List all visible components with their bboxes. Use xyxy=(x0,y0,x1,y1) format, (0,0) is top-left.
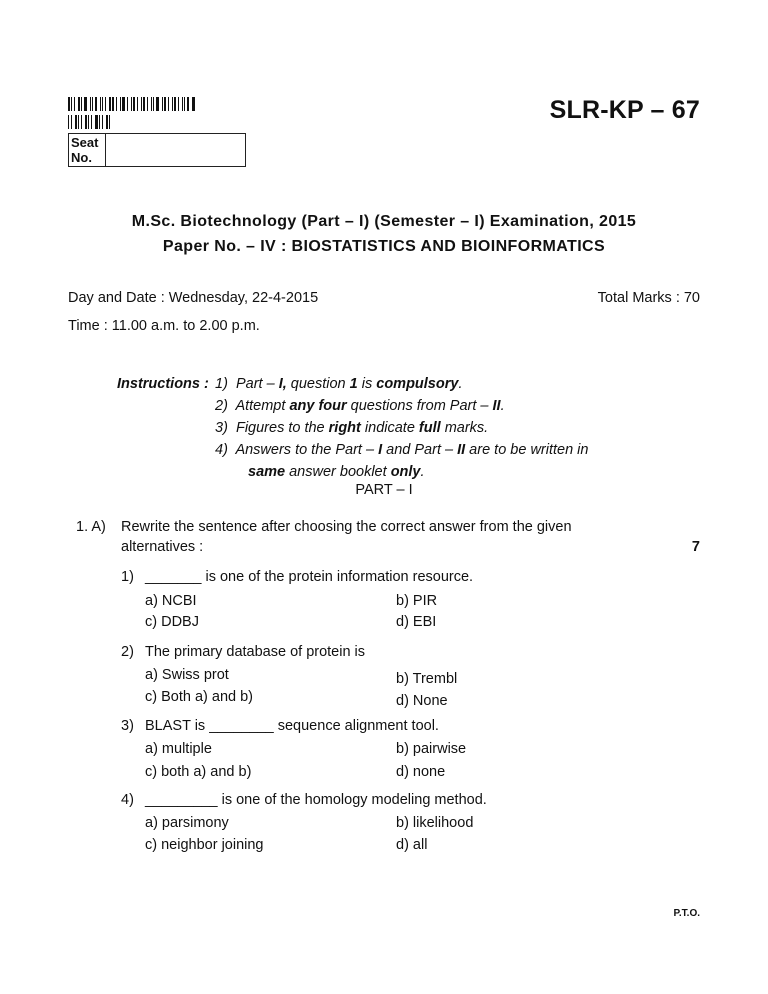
barcode-bar xyxy=(141,97,142,111)
barcode xyxy=(68,97,196,111)
barcode-bar xyxy=(78,97,80,111)
barcode-bar xyxy=(164,97,166,111)
barcode-bar xyxy=(127,97,128,111)
mcq-number: 4) xyxy=(121,792,134,808)
question-text-line1: Rewrite the sentence after choosing the correct answer from the given xyxy=(121,519,572,535)
barcode-bar xyxy=(68,115,69,129)
barcode-bar xyxy=(133,97,135,111)
barcode-bar xyxy=(106,115,108,129)
barcode-bar xyxy=(92,97,93,111)
exam-title: M.Sc. Biotechnology (Part – I) (Semester – I) Examination, 2015 xyxy=(131,213,637,230)
mcq-option-b: b) likelihood xyxy=(396,815,474,831)
barcode-bar xyxy=(78,115,79,129)
mcq-number: 2) xyxy=(121,644,134,660)
mcq-number: 1) xyxy=(121,569,134,585)
mcq-option-a: a) parsimony xyxy=(145,815,229,831)
barcode-bar xyxy=(105,97,106,111)
mcq-option-d: d) None xyxy=(396,693,448,709)
paper-title: Paper No. – IV : BIOSTATISTICS AND BIOINFORMATICS xyxy=(162,238,606,255)
seat-label-line1: Seat xyxy=(71,135,99,150)
mcq-stem: _______ is one of the protein information resource. xyxy=(145,569,474,585)
seat-number-field xyxy=(106,134,245,166)
question-number: 1. A) xyxy=(76,519,106,535)
seat-label xyxy=(69,134,106,166)
mcq-option-c: c) both a) and b) xyxy=(145,764,252,780)
barcode-bar xyxy=(84,97,87,111)
mcq-option-c: c) Both a) and b) xyxy=(145,689,253,705)
barcode-bar xyxy=(88,115,89,129)
barcode-bar xyxy=(182,97,183,111)
barcode-bar xyxy=(100,97,101,111)
mcq-option-d: d) EBI xyxy=(396,614,437,630)
instruction-2: 2) Attempt any four questions from Part – II. xyxy=(215,398,505,414)
barcode-bar xyxy=(90,97,91,111)
mcq-option-c: c) neighbor joining xyxy=(145,837,264,853)
barcode-bar xyxy=(137,97,138,111)
question-marks: 7 xyxy=(691,539,700,555)
instructions-label: Instructions : xyxy=(117,376,209,392)
barcode-bar xyxy=(68,97,70,111)
mcq-option-c: c) DDBJ xyxy=(145,614,199,630)
barcode-bar xyxy=(102,115,103,129)
barcode-bar xyxy=(71,97,72,111)
barcode-bar xyxy=(187,97,189,111)
barcode-bar xyxy=(147,97,148,111)
barcode-bar xyxy=(192,97,195,111)
barcode-bar xyxy=(131,97,132,111)
barcode-bar xyxy=(184,97,185,111)
instruction-4-continued: same answer booklet only. xyxy=(248,464,425,480)
barcode-bar xyxy=(74,97,75,111)
seat-number-box xyxy=(68,133,246,167)
barcode-bar xyxy=(120,97,121,111)
mcq-option-a: a) multiple xyxy=(145,741,212,757)
barcode-bar xyxy=(102,97,103,111)
barcode-bar xyxy=(116,97,117,111)
barcode-bar xyxy=(85,115,87,129)
mcq-option-d: d) all xyxy=(396,837,428,853)
part-heading: PART – I xyxy=(355,482,413,498)
barcode-bar xyxy=(81,97,82,111)
mcq-stem: _________ is one of the homology modeling method. xyxy=(145,792,487,808)
total-marks: Total Marks : 70 xyxy=(597,290,700,306)
question-text-line2: alternatives : xyxy=(121,539,204,555)
barcode-bar xyxy=(178,97,179,111)
exam-time: Time : 11.00 a.m. to 2.00 p.m. xyxy=(68,318,260,334)
mcq-option-a: a) Swiss prot xyxy=(145,667,229,683)
barcode-bar xyxy=(162,97,163,111)
mcq-option-b: b) PIR xyxy=(396,593,438,609)
day-date: Day and Date : Wednesday, 22-4-2015 xyxy=(68,290,319,306)
instruction-1: 1) Part – I, question 1 is compulsory. xyxy=(215,376,463,392)
barcode-bar xyxy=(168,97,169,111)
barcode-bar xyxy=(156,97,159,111)
barcode-bar xyxy=(91,115,92,129)
mcq-option-d: d) none xyxy=(396,764,446,780)
mcq-stem: The primary database of protein is xyxy=(145,644,366,660)
mcq-number: 3) xyxy=(121,718,134,734)
barcode-bar xyxy=(172,97,173,111)
barcode-bar xyxy=(71,115,72,129)
mcq-stem: BLAST is ________ sequence alignment tool. xyxy=(145,718,439,734)
barcode-bar xyxy=(95,115,98,129)
barcode-bar xyxy=(143,97,145,111)
barcode-bar xyxy=(153,97,154,111)
paper-code: SLR-KP – 67 xyxy=(549,96,700,124)
barcode-bar xyxy=(95,97,97,111)
mcq-option-b: b) Trembl xyxy=(396,671,458,687)
seat-label-line2: No. xyxy=(71,150,92,165)
barcode-bar xyxy=(75,115,77,129)
instruction-4: 4) Answers to the Part – I and Part – II are to be written in xyxy=(215,442,589,458)
mcq-option-a: a) NCBI xyxy=(145,593,197,609)
barcode-bar xyxy=(109,115,110,129)
barcode-bar xyxy=(81,115,82,129)
barcode-bar xyxy=(174,97,176,111)
barcode-bar xyxy=(151,97,152,111)
instruction-3: 3) Figures to the right indicate full marks. xyxy=(215,420,489,436)
barcode-bar xyxy=(109,97,111,111)
barcode-bar xyxy=(122,97,125,111)
pto-label: P.T.O. xyxy=(673,908,700,919)
mcq-option-b: b) pairwise xyxy=(396,741,467,757)
barcode-bar xyxy=(112,97,114,111)
barcode-bar xyxy=(99,115,100,129)
